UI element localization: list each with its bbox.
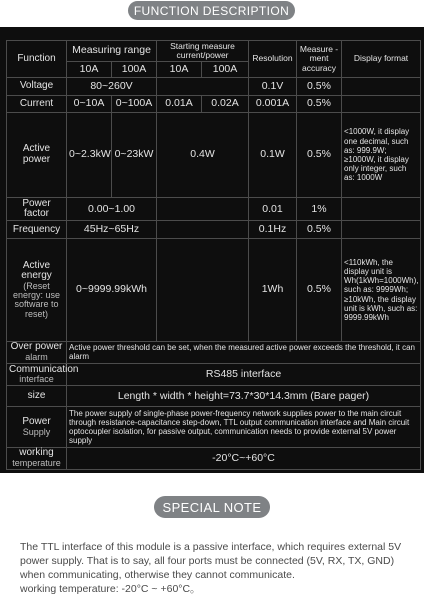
communication-value: RS485 interface [67, 363, 421, 385]
size-label: size [7, 386, 67, 407]
active-energy-label [7, 239, 67, 341]
active-power-resolution: 0.1W [249, 112, 297, 197]
communication-title: Communication [9, 363, 79, 375]
current-range-10a: 0~10A [67, 95, 112, 112]
active-energy-title: Active energy [21, 259, 52, 282]
power-supply-value: The power supply of single-phase power-frequency network supplies power to the main circuit through resistance-capacitance step-down, TTL output communication interface and Main circuit optocoupler isolation, for passive output, communication needs to provide external 5V power supply [67, 407, 421, 447]
display-format-header: Display format [342, 41, 421, 78]
communication-label [7, 363, 79, 385]
power-factor-range: 0.00~1.00 [67, 197, 157, 220]
frequency-row [7, 221, 421, 239]
communication-sub: interface [19, 374, 54, 385]
active-energy-resolution: 1Wh [249, 239, 297, 341]
current-start-100a: 0.02A [202, 95, 249, 112]
voltage-start [157, 77, 249, 95]
voltage-display [342, 77, 421, 95]
accuracy-header: Measure -ment accuracy [297, 41, 342, 78]
active-energy-row [7, 239, 421, 341]
over-power-title: Over power [10, 341, 63, 353]
frequency-range: 45Hz~65Hz [67, 221, 157, 239]
active-power-accuracy: 0.5% [297, 112, 342, 197]
special-note-text: The TTL interface of this module is a passive interface, which requires external 5V power supply. That is to say, all four ports must be connected (5V, RX, TX, GND) when communicating, otherwise they cannot communicate. [20, 541, 402, 581]
measuring-range-header: Measuring range [67, 41, 157, 62]
current-display [342, 95, 421, 112]
resolution-header: Resolution [249, 41, 297, 78]
voltage-range: 80~260V [67, 77, 157, 95]
voltage-row [7, 77, 421, 95]
special-note-banner: SPECIAL NOTE [154, 496, 270, 518]
current-start-10a: 0.01A [157, 95, 202, 112]
current-row [7, 95, 421, 112]
spec-sheet [0, 27, 424, 473]
power-factor-label: Power factor [7, 197, 67, 220]
power-supply-sub: Supply [22, 426, 51, 437]
frequency-resolution: 0.1Hz [249, 221, 297, 239]
working-temperature-title: working [19, 447, 54, 459]
power-factor-start [157, 197, 249, 220]
current-label: Current [7, 95, 67, 112]
current-range-100a: 0~100A [112, 95, 157, 112]
active-power-range-10a: 0~2.3kW [67, 112, 112, 197]
range-10a-header: 10A [67, 61, 112, 77]
start-10a-header: 10A [157, 61, 202, 77]
start-100a-header: 100A [202, 61, 249, 77]
frequency-display [342, 221, 421, 239]
active-power-start: 0.4W [157, 112, 249, 197]
active-power-row [7, 112, 421, 197]
active-energy-start [157, 239, 249, 341]
active-energy-range: 0~9999.99kWh [67, 239, 157, 341]
power-factor-row [7, 197, 421, 220]
over-power-alarm-row [7, 341, 421, 363]
current-resolution: 0.001A [249, 95, 297, 112]
size-value: Length * width * height=73.7*30*14.3mm (Bare pager) [67, 386, 421, 407]
special-note-temperature: working temperature: -20°C ~ +60°C。 [20, 583, 201, 595]
current-accuracy: 0.5% [297, 95, 342, 112]
working-temperature-row [7, 447, 421, 469]
function-description-banner: FUNCTION DESCRIPTION [128, 1, 295, 20]
power-factor-resolution: 0.01 [249, 197, 297, 220]
special-note-body [20, 540, 412, 596]
working-temperature-value: -20°C~+60°C [67, 447, 421, 469]
function-header: Function [7, 41, 67, 78]
active-energy-reset-note: (Reset energy: use software to reset) [12, 280, 61, 319]
active-energy-display: <110kWh, the display unit is Wh(1kWh=1000Wh), such as: 9999Wh; ≥10kWh, the display unit is kWh, such as: 9999.99kWh [342, 239, 421, 341]
active-power-display: <1000W, it display one decimal, such as: 999.9W; ≥1000W, it display only integer, such as: 1000W [342, 112, 421, 197]
frequency-label: Frequency [7, 221, 67, 239]
power-supply-title: Power [22, 416, 51, 428]
over-power-sub: alarm [25, 351, 48, 362]
voltage-resolution: 0.1V [249, 77, 297, 95]
voltage-label: Voltage [7, 77, 67, 95]
over-power-alarm-value: Active power threshold can be set, when the measured active power exceeds the threshold, it can alarm [67, 341, 421, 363]
active-energy-accuracy: 0.5% [297, 239, 342, 341]
power-supply-row [7, 407, 421, 447]
power-factor-accuracy: 1% [297, 197, 342, 220]
power-factor-display [342, 197, 421, 220]
frequency-start [157, 221, 249, 239]
communication-row [7, 363, 421, 385]
over-power-alarm-label [7, 341, 67, 363]
active-power-range-100a: 0~23kW [112, 112, 157, 197]
specification-table [6, 40, 421, 470]
size-row [7, 386, 421, 407]
working-temperature-sub: temperature [12, 457, 61, 468]
range-100a-header: 100A [112, 61, 157, 77]
frequency-accuracy: 0.5% [297, 221, 342, 239]
starting-current-header: Starting measure current/power [157, 41, 249, 62]
working-temperature-label [7, 447, 67, 469]
header-row [7, 41, 421, 62]
voltage-accuracy: 0.5% [297, 77, 342, 95]
active-power-label: Active power [7, 112, 67, 197]
power-supply-label [7, 407, 67, 447]
